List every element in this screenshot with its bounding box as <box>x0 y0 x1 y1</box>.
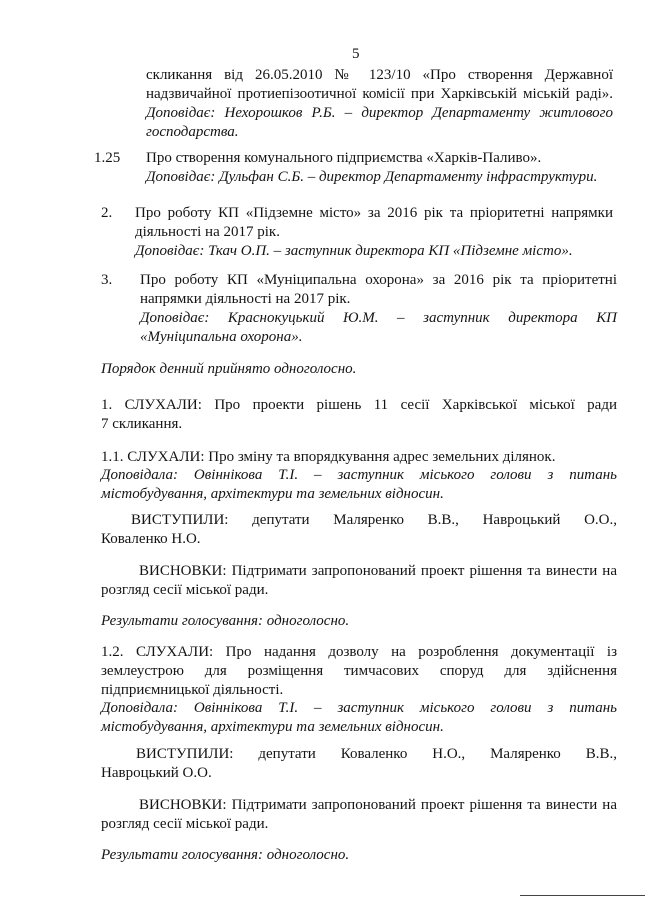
heard-1-1-vote: Результати голосування: одноголосно. <box>101 613 350 629</box>
heard-1-1-speaker-line-2: містобудування, архітектури та земельних відносин. <box>101 486 444 502</box>
item-3-line-2: напрямки діяльності на 2017 рік. <box>140 291 351 307</box>
item-2-line-1: Про роботу КП «Підземне місто» за 2016 рік та пріоритетні напрямки <box>135 205 613 221</box>
item-2-line-2: діяльності на 2017 рік. <box>135 224 280 240</box>
heard-1-1-spoke-line-2: Коваленко Н.О. <box>101 531 201 547</box>
heard-1-1-spoke-line-1: ВИСТУПИЛИ: депутати Маляренко В.В., Навроцький О.О., <box>131 512 617 528</box>
heard-1-2-spoke-line-1: ВИСТУПИЛИ: депутати Коваленко Н.О., Маляренко В.В., <box>136 746 617 762</box>
item-1-25-number: 1.25 <box>94 150 121 166</box>
heard-1-1-title: 1.1. СЛУХАЛИ: Про зміну та впорядкування адрес земельних ділянок. <box>101 449 556 465</box>
heard-1-line-1: 1. СЛУХАЛИ: Про проекти рішень 11 сесії Харківської міської ради <box>101 397 617 413</box>
page-number: 5 <box>352 46 360 62</box>
scan-edge-mark <box>520 895 645 906</box>
item-1-24-line-1: скликання від 26.05.2010 № 123/10 «Про створення Державної <box>146 67 613 83</box>
heard-1-1-conclusions-line-2: розгляд сесії міської ради. <box>101 582 269 598</box>
item-1-25-speaker: Доповідає: Дульфан С.Б. – директор Департаменту інфраструктури. <box>146 169 598 185</box>
heard-1-2-vote: Результати голосування: одноголосно. <box>101 847 350 863</box>
item-1-24-line-2: надзвичайної протиепізоотичної комісії при Харківській міській раді». <box>146 86 613 102</box>
heard-1-2-spoke-line-2: Навроцький О.О. <box>101 765 212 781</box>
heard-1-2-line-2: землеустрою для розміщення тимчасових споруд для здійснення <box>101 663 617 679</box>
item-1-25-title: Про створення комунального підприємства «Харків-Паливо». <box>146 150 542 166</box>
heard-1-2-conclusions-line-2: розгляд сесії міської ради. <box>101 816 269 832</box>
item-2-number: 2. <box>101 205 113 221</box>
heard-1-2-speaker-line-1: Доповідала: Овіннікова Т.І. – заступник міського голови з питань <box>101 700 617 716</box>
heard-1-1-speaker-line-1: Доповідала: Овіннікова Т.І. – заступник міського голови з питань <box>101 467 617 483</box>
agenda-adopted: Порядок денний прийнято одноголосно. <box>101 361 357 377</box>
item-3-line-1: Про роботу КП «Муніципальна охорона» за 2016 рік та пріоритетні <box>140 272 617 288</box>
heard-1-line-2: 7 скликання. <box>101 416 183 432</box>
heard-1-1-conclusions-line-1: ВИСНОВКИ: Підтримати запропонований проект рішення та винести на <box>139 563 617 579</box>
heard-1-2-line-1: 1.2. СЛУХАЛИ: Про надання дозволу на розроблення документації із <box>101 644 617 660</box>
item-3-number: 3. <box>101 272 113 288</box>
item-2-speaker: Доповідає: Ткач О.П. – заступник директора КП «Підземне місто». <box>135 243 573 259</box>
item-1-24-speaker-line-2: господарства. <box>146 124 239 140</box>
item-1-24-speaker-line-1: Доповідає: Нехорошков Р.Б. – директор Департаменту житлового <box>146 105 613 121</box>
heard-1-2-conclusions-line-1: ВИСНОВКИ: Підтримати запропонований проект рішення та винести на <box>139 797 617 813</box>
item-3-speaker-line-1: Доповідає: Краснокуцький Ю.М. – заступник директора КП <box>140 310 617 326</box>
item-3-speaker-line-2: «Муніципальна охорона». <box>140 329 303 345</box>
heard-1-2-line-3: підприємницької діяльності. <box>101 682 284 698</box>
heard-1-2-speaker-line-2: містобудування, архітектури та земельних відносин. <box>101 719 444 735</box>
